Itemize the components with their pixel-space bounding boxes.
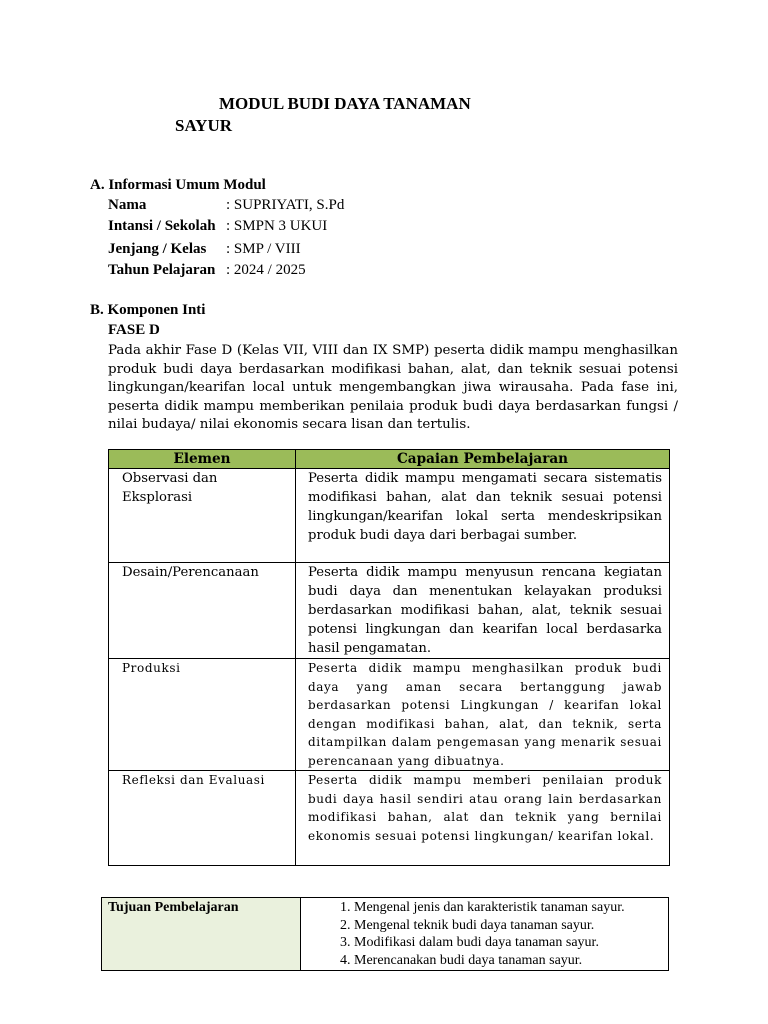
fase-description: Pada akhir Fase D (Kelas VII, VIII dan IX SMP) peserta didik mampu menghasilkan produk budi daya berdasarkan modifikasi bahan, alat, dan teknik sesuai potensi lingkungan/kearifan local untuk mengembangkan jiwa wirausaha. Pada fase ini, peserta didik mampu memberikan penilaia produk budi daya berdasarkan fungsi / nilai budaya/ nilai ekonomis secara lisan dan tertulis.: [108, 343, 678, 432]
tujuan-label: Tujuan Pembelajaran: [102, 898, 301, 971]
capaian-cell: Peserta didik mampu memberi penilaian produk budi daya hasil sendiri atau orang lain berdasarkan modifikasi bahan, alat dan teknik yang bernilai ekonomis sesuai potensi lingkungan/ kearifan lokal.: [296, 771, 670, 866]
table-row: [109, 771, 670, 866]
section-a-heading: A. Informasi Umum Modul: [90, 177, 266, 193]
info-row-jenjang: [108, 241, 301, 258]
info-label: Nama: [108, 197, 147, 213]
document-title-line1: MODUL BUDI DAYA TANAMAN: [219, 94, 471, 113]
elemen-cell: Refleksi dan Evaluasi: [109, 771, 296, 866]
section-b-heading: B. Komponen Inti: [90, 302, 206, 318]
capaian-cell: Peserta didik mampu menyusun rencana kegiatan budi daya dan menentukan kelayakan produksi berdasarkan modifikasi bahan, alat, teknik sesuai potensi lingkungan dan kearifan local berdasarka hasil pengamatan.: [296, 563, 670, 659]
list-item: 3. Modifikasi dalam budi daya tanaman sayur.: [354, 934, 667, 952]
info-value: : 2024 / 2025: [226, 262, 306, 278]
info-label: Tahun Pelajaran: [108, 262, 216, 278]
tujuan-list-cell: [301, 898, 669, 971]
document-title-line2: SAYUR: [175, 116, 233, 135]
table-row: [102, 898, 669, 971]
info-row-tahun: [108, 262, 306, 279]
list-item: 1. Mengenal jenis dan karakteristik tanaman sayur.: [354, 899, 667, 917]
list-item: 2. Mengenal teknik budi daya tanaman sayur.: [354, 917, 667, 935]
info-row-nama: [108, 197, 345, 214]
header-elemen: Elemen: [109, 450, 296, 469]
list-item: 4. Merencanakan budi daya tanaman sayur.: [354, 952, 667, 970]
elemen-cell: Produksi: [109, 659, 296, 771]
table-header-row: [109, 450, 670, 469]
elemen-cell: Desain/Perencanaan: [109, 563, 296, 659]
capaian-cell: Peserta didik mampu mengamati secara sistematis modifikasi bahan, alat dan teknik sesuai potensi lingkungan/kearifan lokal serta mendeskripsikan produk budi daya dari berbagai sumber.: [296, 469, 670, 563]
info-label: Intansi / Sekolah: [108, 218, 216, 234]
info-value: : SMPN 3 UKUI: [226, 218, 328, 234]
info-value: : SUPRIYATI, S.Pd: [226, 197, 345, 213]
capaian-cell: Peserta didik mampu menghasilkan produk budi daya yang aman secara bertanggung jawab berdasarkan potensi Lingkungan / kearifan lokal dengan modifikasi bahan, alat, dan teknik, serta ditampilkan dalam pengemasan yang menarik sesuai perencanaan yang dibuatnya.: [296, 659, 670, 771]
table-row: [109, 659, 670, 771]
capaian-pembelajaran-table: [108, 449, 670, 866]
info-value: : SMP / VIII: [226, 241, 301, 257]
elemen-cell: Observasi dan Eksplorasi: [109, 469, 296, 563]
header-capaian: Capaian Pembelajaran: [296, 450, 670, 469]
table-row: [109, 563, 670, 659]
fase-heading: FASE D: [108, 322, 160, 338]
tujuan-list: [302, 899, 667, 969]
tujuan-pembelajaran-table: [101, 897, 669, 971]
info-row-instansi: [108, 218, 328, 235]
table-row: [109, 469, 670, 563]
info-label: Jenjang / Kelas: [108, 241, 207, 257]
